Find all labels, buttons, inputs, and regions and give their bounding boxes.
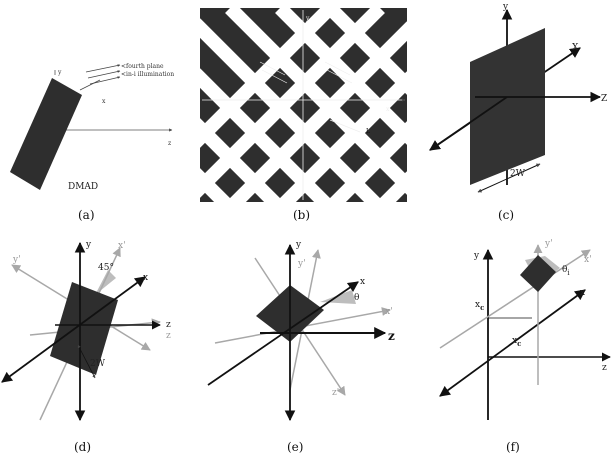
x-label-f: x [580, 288, 586, 298]
legend-text-2: <in-i illumination [121, 71, 175, 78]
x-label-a: x [102, 98, 106, 105]
z-label-d: z [166, 320, 171, 330]
width-label-c: 2W [510, 169, 525, 179]
caption-d: (d) [74, 440, 92, 454]
theta-label-f [562, 265, 570, 277]
y-label-a: y [58, 69, 62, 76]
panel-c [430, 2, 607, 222]
pitch-label: L [366, 128, 370, 135]
x-label-d: x [143, 273, 149, 283]
caption-a: (a) [78, 208, 95, 222]
width-label-d: 2W [90, 359, 105, 369]
panel-f [440, 239, 610, 454]
legend-text-1: <fourth plane [121, 63, 164, 70]
mirror-c [470, 28, 545, 185]
z-prime-label-e: z' [332, 388, 340, 398]
x-prime-label-e: x' [385, 307, 393, 317]
z-label-f: z [602, 363, 607, 373]
light-ray [80, 80, 100, 90]
xc-label-1 [475, 300, 484, 312]
y-prime-label-e: y' [298, 259, 306, 269]
light-ray [86, 65, 120, 72]
panel-d [2, 240, 171, 454]
z-label-c: Z [601, 94, 608, 104]
light-ray [90, 77, 120, 84]
x-label-b: x [386, 106, 390, 113]
mirror-d [50, 282, 118, 375]
light-ray [88, 71, 120, 78]
caption-c: (c) [498, 208, 515, 222]
panel-a [10, 63, 174, 222]
theta-symbol: θ [562, 265, 568, 275]
xc-subscript-1: c [480, 303, 485, 312]
dmad-mirror [10, 78, 82, 190]
y-label-f: y [474, 251, 480, 261]
y-label-b: y [306, 15, 310, 22]
caption-f: (f) [506, 440, 520, 454]
y-label-d: y [86, 240, 92, 250]
caption-e: (e) [287, 440, 304, 454]
xc-symbol-1: x [475, 300, 481, 310]
x-label-c: X [572, 43, 579, 53]
y-prime-label-f: y' [545, 239, 553, 249]
x-prime-label-f: x' [584, 255, 592, 265]
theta-subscript: i [567, 269, 570, 277]
angle-wedge-e [320, 290, 356, 304]
x-label-e: x [360, 277, 366, 287]
angle-label-d: 45° [98, 263, 114, 273]
y-prime-label-d: y' [13, 255, 21, 265]
caption-b: (b) [293, 208, 311, 222]
xc-subscript-2: c [517, 339, 522, 348]
x-prime-label-d: x' [118, 241, 126, 251]
z-prime-label-d: z [166, 331, 171, 341]
y-label-c: y [503, 2, 509, 12]
z-label-a: z [168, 140, 172, 147]
dmad-label: DMAD [68, 182, 99, 192]
theta-label-e: θ [354, 293, 360, 303]
xc-symbol-2: x [512, 336, 518, 346]
z-label-e: z [388, 329, 395, 343]
angle-wedge-d [95, 270, 116, 295]
panel-e [208, 240, 395, 454]
y-label-e: y [296, 240, 302, 250]
x-prime-axis-f [440, 250, 590, 348]
